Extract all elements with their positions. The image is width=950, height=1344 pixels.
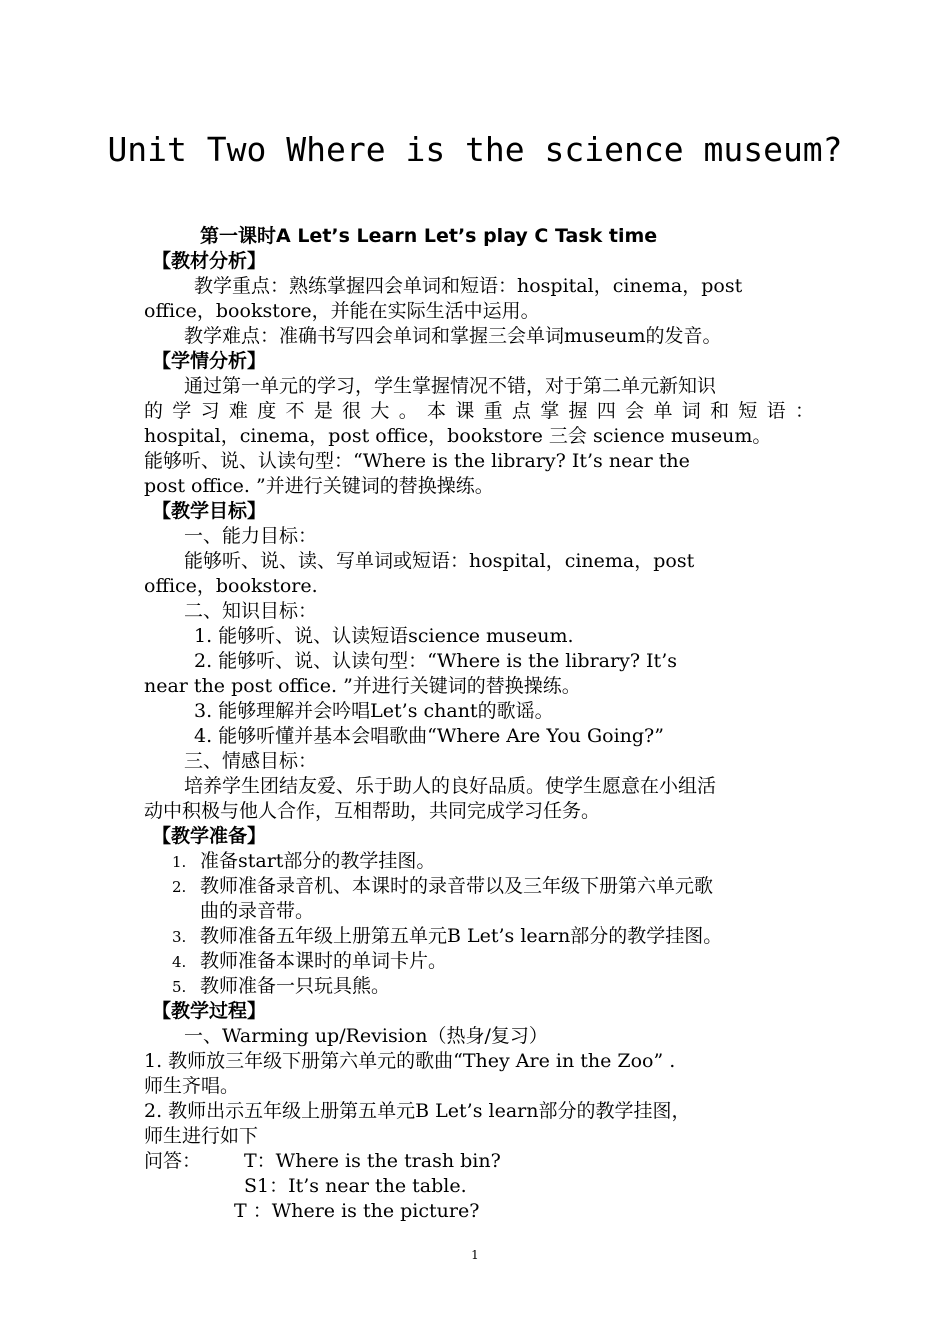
list-number: 1. (172, 853, 187, 871)
paragraph-line: 师生进行如下 (144, 1125, 259, 1147)
dialogue-line: T：Where is the trash bin? (244, 1150, 501, 1172)
list-text: 教师准备本课时的单词卡片。 (200, 950, 448, 972)
section-heading-objectives: 【教学目标】 (152, 500, 267, 522)
list-text: 教师准备一只玩具熊。 (200, 975, 391, 997)
paragraph-line: 师生齐唱。 (144, 1075, 240, 1097)
list-item (172, 899, 842, 924)
dialogue-line: T ：Where is the picture? (234, 1200, 480, 1222)
page-number: 1 (471, 1248, 479, 1262)
paragraph-line: 能够听、说、认读句型：“Where is the library? It’s near the (144, 450, 690, 472)
dialogue-line: S1：It’s near the table. (244, 1175, 467, 1197)
section-heading-preparation: 【教学准备】 (152, 825, 267, 847)
paragraph-line: office，bookstore，并能在实际生活中运用。 (144, 300, 540, 322)
subheading: 二、知识目标： (184, 600, 318, 622)
section-heading-materials: 【教材分析】 (152, 250, 267, 272)
paragraph-line: 能够听、说、读、写单词或短语：hospital，cinema，post (184, 550, 695, 572)
list-text: 曲的录音带。 (200, 900, 315, 922)
list-number: 5. (172, 978, 187, 996)
section-heading-process: 【教学过程】 (152, 1000, 267, 1022)
paragraph-line: office，bookstore. (144, 575, 318, 597)
qa-label: 问答： (144, 1150, 202, 1172)
list-item (172, 924, 842, 949)
list-item: 4. 能够听懂并基本会唱歌曲“Where Are You Going?” (194, 725, 664, 747)
list-item (172, 949, 842, 974)
list-item: 1. 能够听、说、认读短语science museum. (194, 625, 574, 647)
subheading: 三、情感目标： (184, 750, 318, 772)
paragraph-line: 2. 教师出示五年级上册第五单元B Let’s learn部分的教学挂图， (144, 1100, 691, 1122)
paragraph-line: 通过第一单元的学习，学生掌握情况不错，对于第二单元新知识 (184, 375, 717, 397)
list-number: 3. (172, 928, 187, 946)
list-item: 3. 能够理解并会吟唱Let’s chant的歌谣。 (194, 700, 554, 722)
lesson-heading: 第一课时A Let’s Learn Let’s play C Task time (200, 225, 658, 247)
paragraph-line: 动中积极与他人合作，互相帮助，共同完成学习任务。 (144, 800, 601, 822)
paragraph-line: post office. ”并进行关键词的替换操练。 (144, 475, 494, 497)
list-number: 2. (172, 878, 187, 896)
paragraph-line: hospital，cinema，post office，bookstore 三会 science museum。 (144, 425, 772, 447)
paragraph-line: 的学习难度不是很大。本课重点掌握四会单词和短语： (144, 400, 814, 422)
subheading: 一、能力目标： (184, 525, 318, 547)
paragraph-line: 培养学生团结友爱、乐于助人的良好品质。使学生愿意在小组活 (184, 775, 717, 797)
page-title: Unit Two Where is the science museum? (107, 130, 843, 169)
paragraph-line: 教学难点：准确书写四会单词和掌握三会单词museum的发音。 (184, 325, 722, 347)
subheading: 一、Warming up/Revision（热身/复习） (184, 1025, 548, 1047)
list-text: 教师准备录音机、本课时的录音带以及三年级下册第六单元歌 (200, 875, 714, 897)
list-text: 准备start部分的教学挂图。 (200, 850, 436, 872)
list-item (172, 974, 842, 999)
list-item: 2. 能够听、说、认读句型：“Where is the library? It’s (194, 650, 677, 672)
list-number: 4. (172, 953, 187, 971)
paragraph-line: 教学重点：熟练掌握四会单词和短语：hospital，cinema，post (194, 275, 743, 297)
paragraph-line: near the post office. ”并进行关键词的替换操练。 (144, 675, 581, 697)
paragraph-line: 1. 教师放三年级下册第六单元的歌曲“They Are in the Zoo” . (144, 1050, 676, 1072)
section-heading-students: 【学情分析】 (152, 350, 267, 372)
list-text: 教师准备五年级上册第五单元B Let’s learn部分的教学挂图。 (200, 925, 723, 947)
list-item (172, 874, 842, 899)
list-item (172, 849, 842, 874)
